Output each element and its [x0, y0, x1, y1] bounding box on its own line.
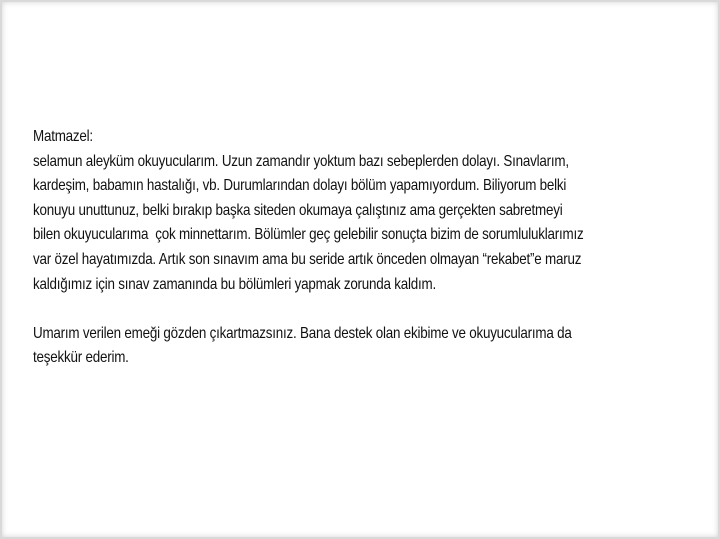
- note-author: Matmazel:: [33, 128, 93, 145]
- note-line: selamun aleyküm okuyucularım. Uzun zamandır yoktum bazı sebeplerden dolayı. Sınavlarım,: [33, 152, 569, 170]
- note-line: kaldığımız için sınav zamanında bu bölümleri yapmak zorunda kaldım.: [33, 275, 437, 293]
- note-line: var özel hayatımızda. Artık son sınavım ama bu seride artık önceden olmayan “rekabet”e maruz: [33, 250, 582, 268]
- paragraph-gap: [33, 297, 693, 322]
- note-line: konuyu unuttunuz, belki bırakıp başka siteden okumaya çalıştınız ama gerçekten sabretmeyi: [33, 201, 563, 219]
- note-line: teşekkür ederim.: [33, 349, 129, 367]
- translator-note: [33, 125, 693, 371]
- note-line: kardeşim, babamın hastalığı, vb. Durumlarından dolayı bölüm yapamıyordum. Biliyorum belki: [33, 177, 567, 195]
- note-line: bilen okuyucularıma çok minnettarım. Bölümler geç gelebilir sonuçta bizim de sorumluluklarımız: [33, 226, 584, 244]
- note-line: Umarım verilen emeği gözden çıkartmazsınız. Bana destek olan ekibime ve okuyucularıma da: [33, 324, 572, 342]
